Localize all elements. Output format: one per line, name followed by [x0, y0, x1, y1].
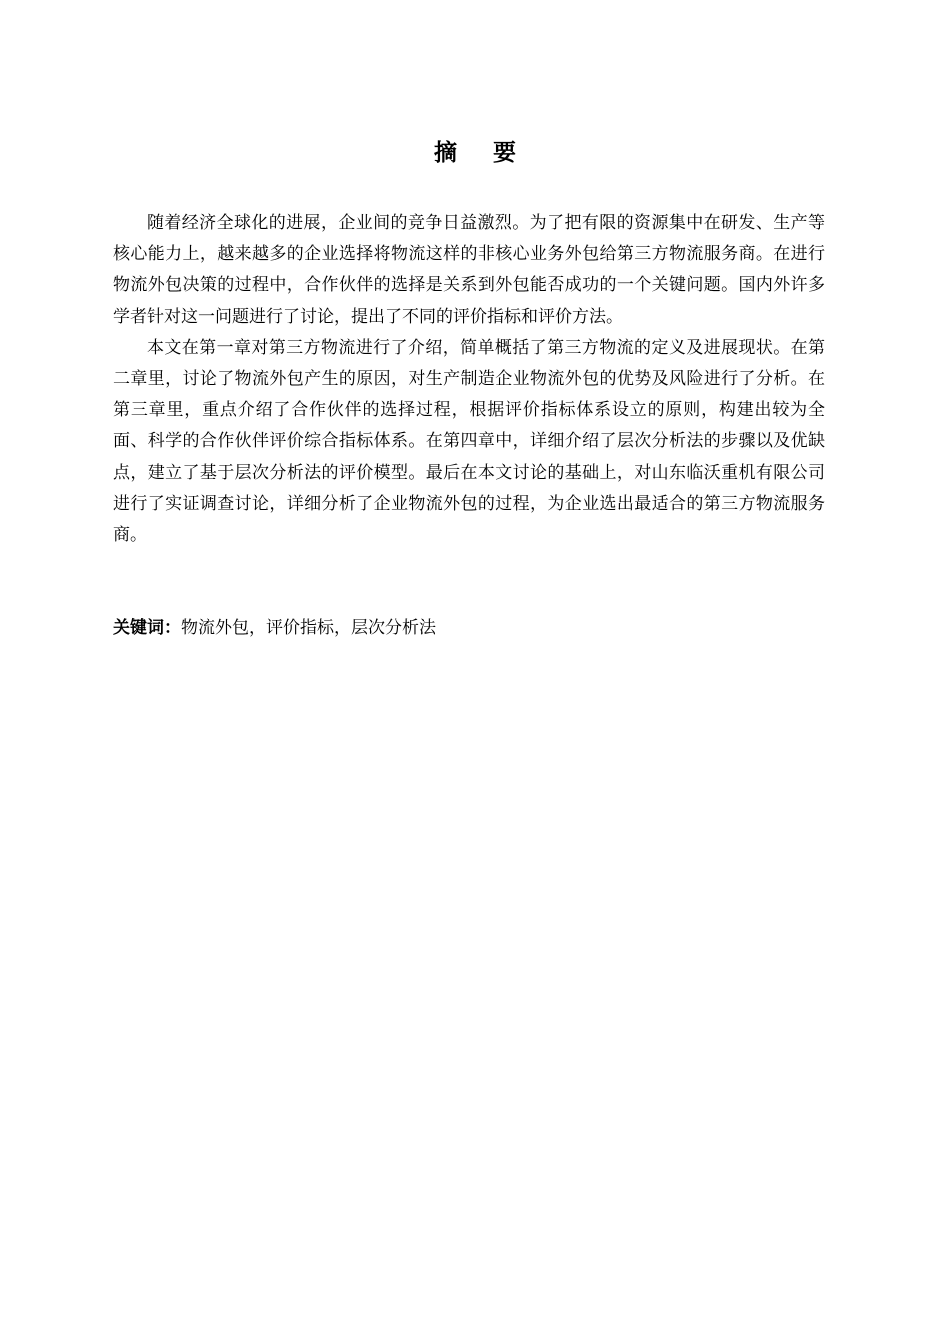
keywords-line: [113, 613, 825, 644]
abstract-paragraph-1: 随着经济全球化的进展，企业间的竞争日益激烈。为了把有限的资源集中在研发、生产等核心能力上，越来越多的企业选择将物流这样的非核心业务外包给第三方物流服务商。在进行物流外包决策的过程中，合作伙伴的选择是关系到外包能否成功的一个关键问题。国内外许多学者针对这一问题进行了讨论，提出了不同的评价指标和评价方法。: [113, 213, 825, 327]
keywords-text: 物流外包，评价指标，层次分析法: [181, 618, 436, 638]
keywords-label: 关键词：: [113, 618, 181, 638]
abstract-paragraph-2: 本文在第一章对第三方物流进行了介绍，简单概括了第三方物流的定义及进展现状。在第二章里，讨论了物流外包产生的原因，对生产制造企业物流外包的优势及风险进行了分析。在第三章里，重点介绍了合作伙伴的选择过程，根据评价指标体系设立的原则，构建出较为全面、科学的合作伙伴评价综合指标体系。在第四章中，详细介绍了层次分析法的步骤以及优缺点，建立了基于层次分析法的评价模型。最后在本文讨论的基础上，对山东临沃重机有限公司进行了实证调查讨论，详细分析了企业物流外包的过程，为企业选出最适合的第三方物流服务商。: [113, 337, 825, 546]
abstract-body: [113, 208, 825, 551]
abstract-title: 摘 要: [433, 140, 530, 166]
